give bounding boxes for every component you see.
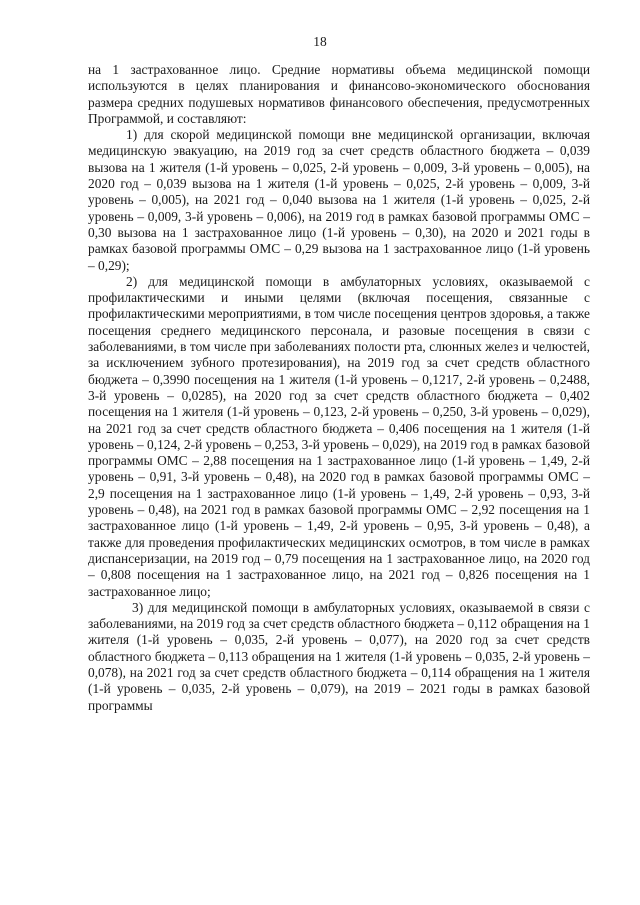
page-number: 18 xyxy=(313,34,327,49)
paragraph-item-3-outpatient-disease: 3) для медицинской помощи в амбулаторных условиях, оказываемой в связи с заболеваниями, на 2019 год за счет средств областного бюджета – 0,112 обращения на 1 жителя (1-й уровень – 0,035, 2-й уровень – 0,077), на 2020 год за счет средств областного бюджета – 0,113 обращения на 1 жителя (1-й уровень – 0,035, 2-й уровень – 0,078), на 2021 год за счет средств областного бюджета – 0,114 обращения на 1 жителя (1-й уровень – 0,035, 2-й уровень – 0,079), на 2019 – 2021 годы в рамках базовой программы xyxy=(88,599,590,713)
paragraph-item-1-ambulance: 1) для скорой медицинской помощи вне медицинской организации, включая медицинскую эвакуацию, на 2019 год за счет средств областного бюджета – 0,039 вызова на 1 жителя (1-й уровень – 0,025, 2-й уровень – 0,009, 3-й уровень – 0,005), на 2020 год – 0,039 вызова на 1 жителя (1-й уровень – 0,025, 2-й уровень – 0,009, 3-й уровень – 0,005), на 2021 год – 0,040 вызова на 1 жителя (1-й уровень – 0,025, 2-й уровень – 0,009, 3-й уровень – 0,006), на 2019 год в рамках базовой программы ОМС – 0,30 вызова на 1 застрахованное лицо (1-й уровень – 0,30), на 2020 и 2021 годы в рамках базовой программы ОМС – 0,29 вызова на 1 застрахованное лицо (1-й уровень – 0,29); xyxy=(88,127,590,273)
paragraph-continuation: на 1 застрахованное лицо. Средние нормативы объема медицинской помощи используются в целях планирования и финансово-экономического обоснования размера средних подушевых нормативов финансового обеспечения, предусмотренных Программой, и составляют: xyxy=(88,62,590,126)
document-body xyxy=(88,62,590,714)
paragraph-item-2-outpatient-preventive: 2) для медицинской помощи в амбулаторных условиях, оказываемой с профилактическими и иными целями (включая посещения, связанные с профилактическими мероприятиями, в том числе посещения центров здоровья, а также посещения среднего медицинского персонала, и разовые посещения в связи с заболеваниями, в том числе при заболеваниях полости рта, слюнных желез и челюстей, за исключением зубного протезирования), на 2019 год за счет средств областного бюджета – 0,3990 посещения на 1 жителя (1-й уровень – 0,1217, 2-й уровень – 0,2488, 3-й уровень – 0,0285), на 2020 год за счет средств областного бюджета – 0,402 посещения на 1 жителя (1-й уровень – 0,123, 2-й уровень – 0,250, 3-й уровень – 0,029), на 2021 год за счет средств областного бюджета – 0,406 посещения на 1 жителя (1-й уровень – 0,124, 2-й уровень – 0,253, 3-й уровень – 0,029), на 2019 год в рамках базовой программы ОМС – 2,88 посещения на 1 застрахованное лицо (1-й уровень – 1,49, 2-й уровень – 0,91, 3-й уровень – 0,48), на 2020 год в рамках базовой программы ОМС – 2,9 посещения на 1 застрахованное лицо (1-й уровень – 1,49, 2-й уровень – 0,93, 3-й уровень – 0,48), на 2021 год в рамках базовой программы ОМС – 2,92 посещения на 1 застрахованное лицо (1-й уровень – 1,49, 2-й уровень – 0,95, 3-й уровень – 0,48), а также для проведения профилактических медицинских осмотров, в том числе в рамках диспансеризации, на 2019 год – 0,79 посещения на 1 застрахованное лицо, на 2020 год – 0,808 посещения на 1 застрахованное лицо, на 2021 год – 0,826 посещения на 1 застрахованное лицо; xyxy=(88,273,590,599)
